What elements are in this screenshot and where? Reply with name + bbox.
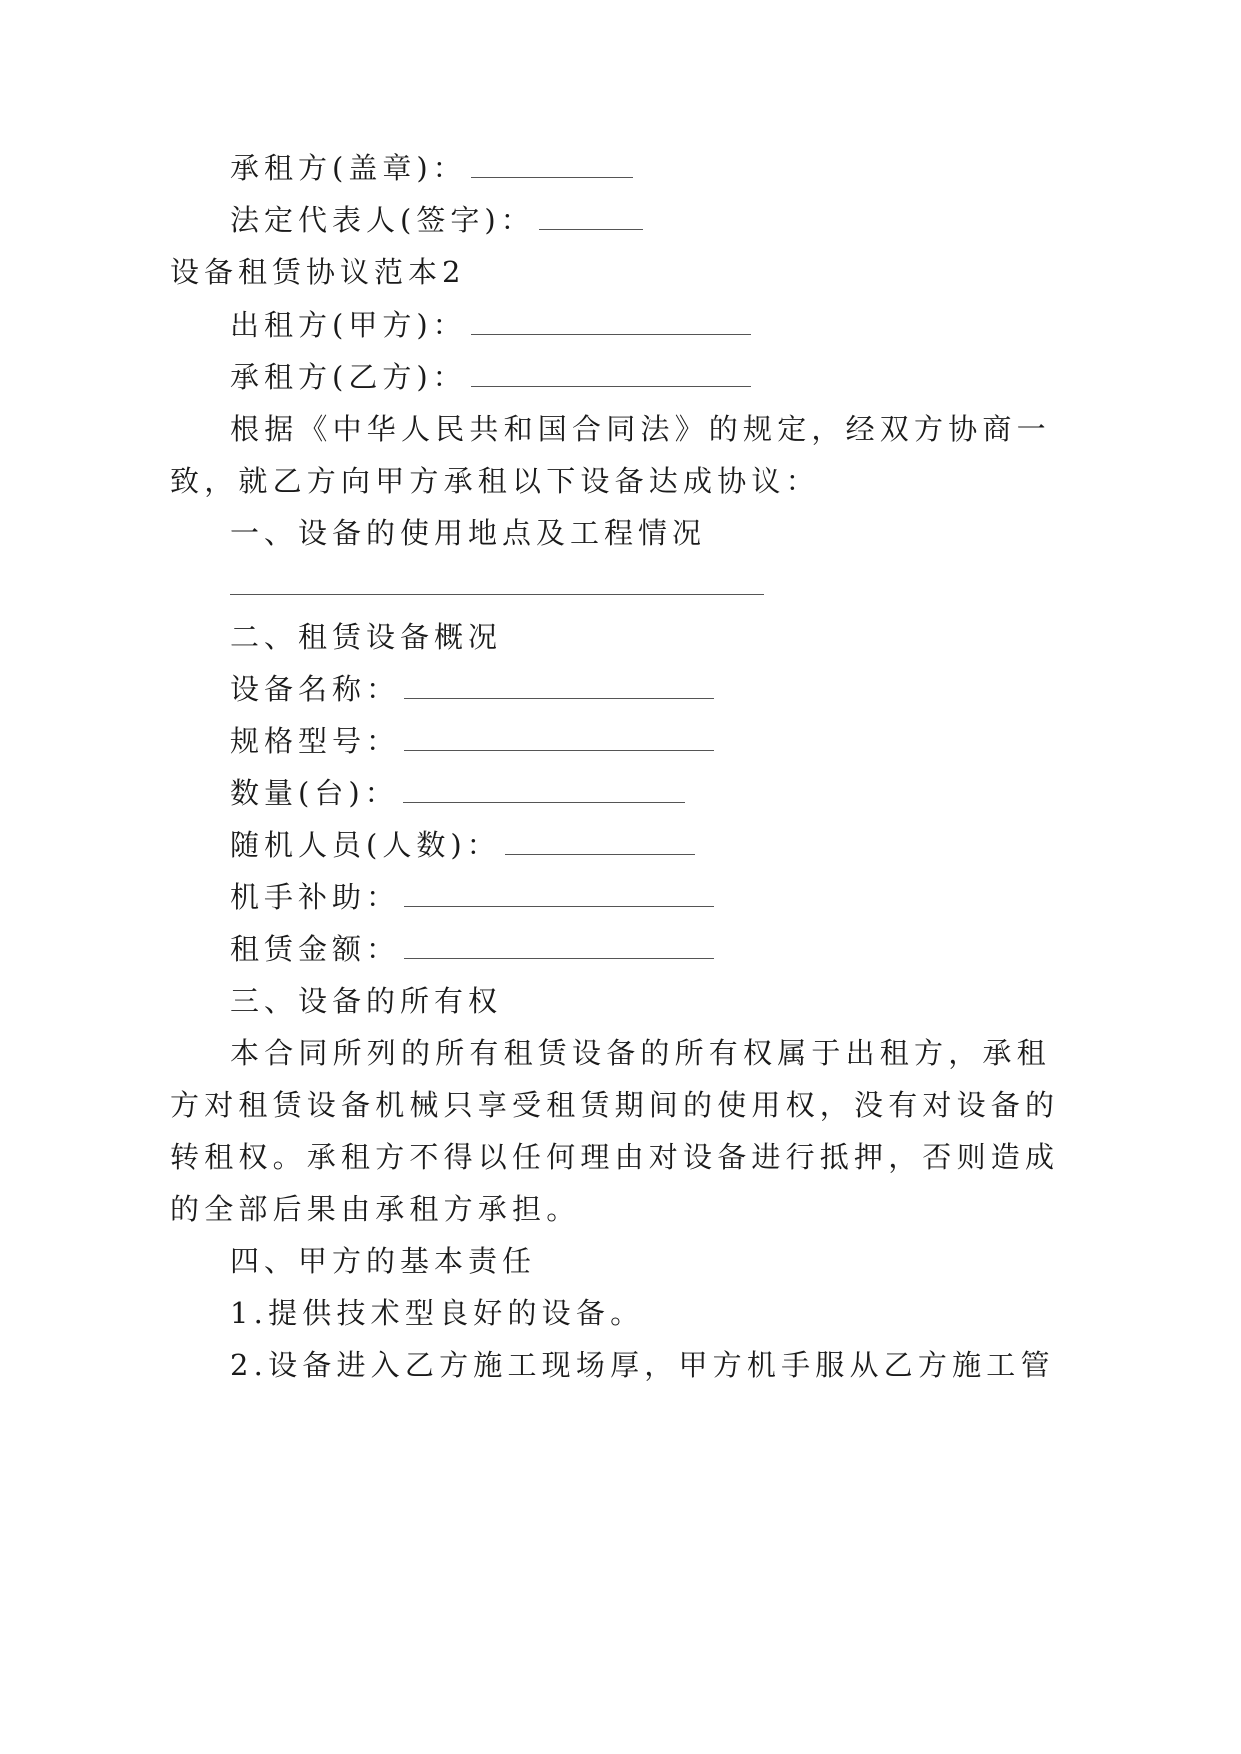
rental-amount-label: 租赁金额： <box>230 932 401 966</box>
lessor-field <box>230 305 751 345</box>
rental-amount-field <box>230 929 714 969</box>
lessee-label: 承租方(乙方)： <box>230 360 467 394</box>
model-spec-blank <box>404 724 714 751</box>
quantity-field <box>230 773 685 813</box>
equipment-name-blank <box>404 672 714 699</box>
section-4-heading: 四、甲方的基本责任 <box>230 1244 537 1278</box>
quantity-label: 数量(台)： <box>230 776 399 810</box>
model-spec-field <box>230 721 714 761</box>
quantity-blank <box>403 776 685 803</box>
lessee-blank <box>471 360 751 387</box>
legal-rep-label: 法定代表人(签字)： <box>230 203 535 237</box>
section-3-heading: 三、设备的所有权 <box>230 984 503 1018</box>
lessee-seal-label: 承租方(盖章)： <box>230 151 467 185</box>
operator-subsidy-field <box>230 877 714 917</box>
section-1-heading: 一、设备的使用地点及工程情况 <box>230 516 707 550</box>
ownership-line-2: 方对租赁设备机械只享受租赁期间的使用权，没有对设备的 <box>170 1088 1060 1122</box>
ownership-line-1: 本合同所列的所有租赁设备的所有权属于出租方，承租 <box>230 1036 1051 1070</box>
lessee-field <box>230 357 751 397</box>
ownership-line-4: 的全部后果由承租方承担。 <box>170 1192 581 1226</box>
lessor-duty-item-1: 1.提供技术型良好的设备。 <box>230 1296 645 1330</box>
crew-count-label: 随机人员(人数)： <box>230 828 501 862</box>
crew-count-field <box>230 825 695 865</box>
equipment-name-field <box>230 669 714 709</box>
operator-subsidy-label: 机手补助： <box>230 880 401 914</box>
model-spec-label: 规格型号： <box>230 724 401 758</box>
lessee-seal-blank <box>471 151 633 178</box>
section-2-heading: 二、租赁设备概况 <box>230 620 503 654</box>
lessor-duty-item-2: 2.设备进入乙方施工现场厚，甲方机手服从乙方施工管 <box>230 1348 1055 1382</box>
crew-count-blank <box>505 828 695 855</box>
equipment-name-label: 设备名称： <box>230 672 401 706</box>
rental-amount-blank <box>404 932 714 959</box>
legal-rep-field <box>230 200 643 240</box>
operator-subsidy-blank <box>404 880 714 907</box>
lessor-blank <box>471 308 751 335</box>
intro-line-1: 根据《中华人民共和国合同法》的规定，经双方协商一 <box>230 412 1051 446</box>
ownership-line-3: 转租权。承租方不得以任何理由对设备进行抵押，否则造成 <box>170 1140 1060 1174</box>
legal-rep-blank <box>539 203 643 230</box>
lessor-label: 出租方(甲方)： <box>230 308 467 342</box>
document-title: 设备租赁协议范本2 <box>170 255 466 289</box>
intro-line-2: 致，就乙方向甲方承租以下设备达成协议： <box>170 464 820 498</box>
section-1-blank <box>230 594 764 595</box>
lessee-seal-field <box>230 148 633 188</box>
